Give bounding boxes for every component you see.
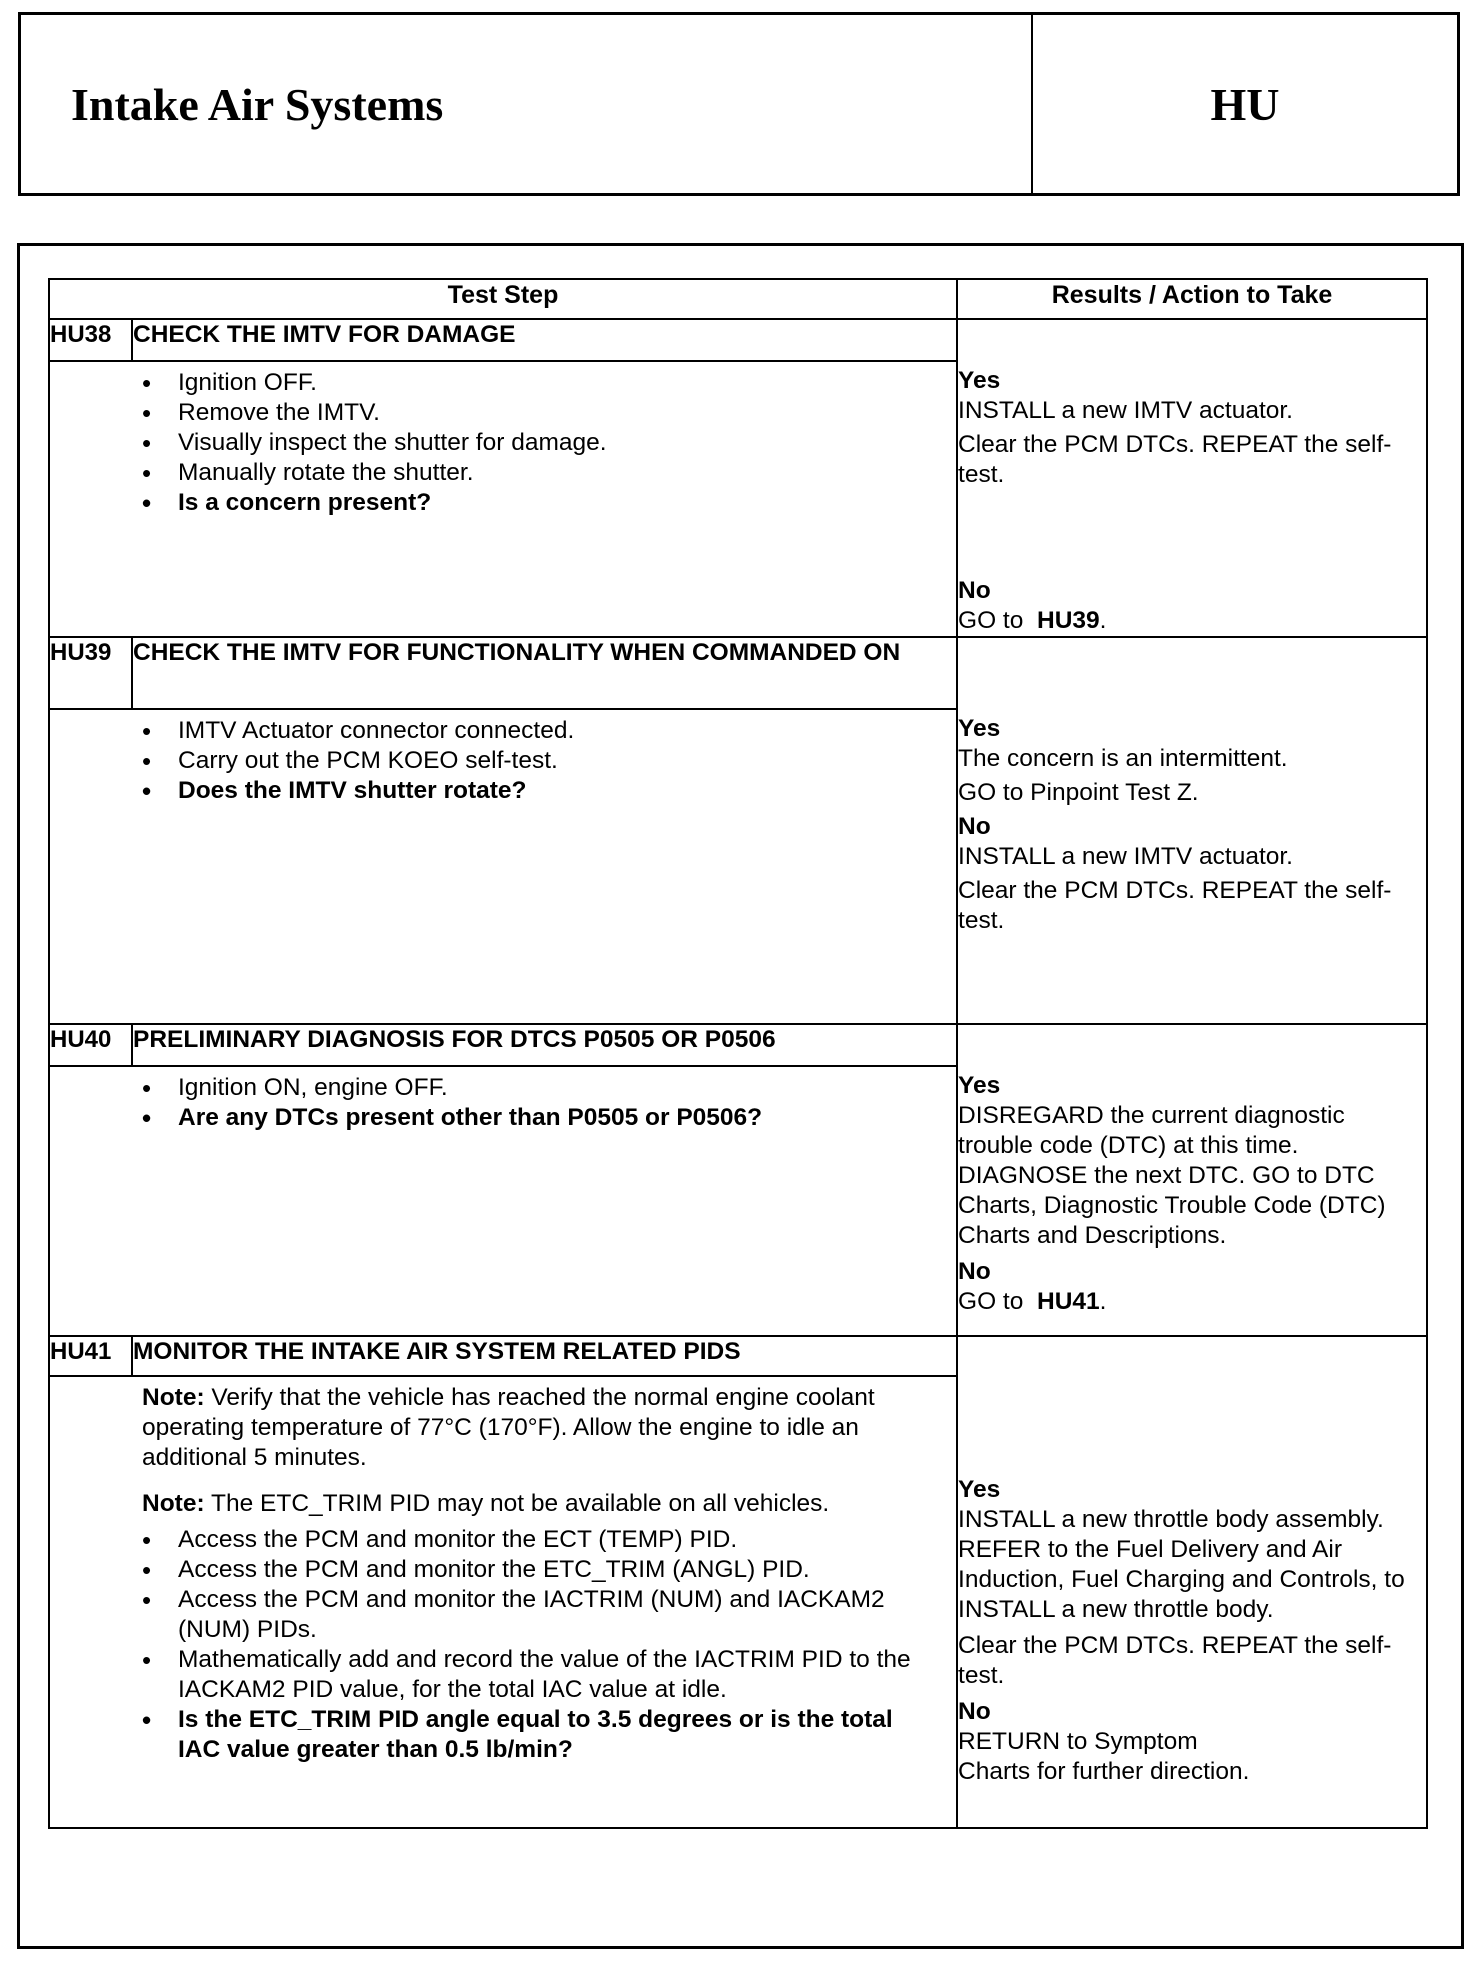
no-action: INSTALL a new IMTV actuator.: [958, 843, 1293, 870]
page-header: [18, 12, 1460, 196]
diagnostic-test-table: [48, 278, 1428, 1829]
step-title-row: [49, 1024, 1427, 1066]
step-number: HU41: [49, 1336, 132, 1376]
no-label: No: [958, 577, 991, 604]
instruction-item: • Access the PCM and monitor the ECT (TEMP) PID.: [142, 1525, 916, 1555]
note-label: Note:: [142, 1384, 205, 1411]
instruction-item: • Ignition OFF.: [142, 368, 956, 398]
no-action: GO to HU41.: [958, 1288, 1107, 1315]
step-question: • Is a concern present?: [142, 488, 956, 518]
note-text: Verify that the vehicle has reached the normal engine coolant operating temperature of 77°C (170°F). Allow the engine to idle an additional 5 minutes.: [142, 1384, 875, 1471]
instruction-item: • Access the PCM and monitor the ETC_TRIM (ANGL) PID.: [142, 1555, 916, 1585]
step-question: • Is the ETC_TRIM PID angle equal to 3.5 degrees or is the total IAC value greater than 0.5 lb/min?: [142, 1705, 916, 1765]
yes-action: GO to Pinpoint Test Z.: [958, 779, 1199, 806]
no-action: Clear the PCM DTCs. REPEAT the self-test.: [958, 877, 1392, 934]
step-title-row: [49, 319, 1427, 361]
step-title: MONITOR THE INTAKE AIR SYSTEM RELATED PIDS: [132, 1336, 957, 1376]
step-results: [957, 637, 1427, 1024]
table-header-row: [49, 279, 1427, 319]
yes-label: Yes: [958, 1476, 1001, 1503]
yes-action: Clear the PCM DTCs. REPEAT the self-test.: [958, 431, 1392, 488]
step-title: CHECK THE IMTV FOR DAMAGE: [132, 319, 957, 361]
instruction-item: • IMTV Actuator connector connected.: [142, 716, 956, 746]
column-header-results: Results / Action to Take: [957, 279, 1427, 319]
step-instructions: [49, 709, 957, 1024]
yes-label: Yes: [958, 1072, 1001, 1099]
yes-action: INSTALL a new IMTV actuator.: [958, 397, 1293, 424]
no-label: No: [958, 1258, 991, 1285]
no-action: GO to HU39.: [958, 607, 1107, 634]
step-results: [957, 319, 1427, 637]
step-number: HU39: [49, 637, 132, 709]
step-instructions: [49, 1066, 957, 1336]
column-header-test-step: Test Step: [49, 279, 957, 319]
instruction-item: • Carry out the PCM KOEO self-test.: [142, 746, 956, 776]
note-text: The ETC_TRIM PID may not be available on all vehicles.: [210, 1490, 830, 1517]
no-label: No: [958, 813, 991, 840]
no-action: RETURN to Symptom Charts for further direction.: [958, 1728, 1250, 1785]
goto-step-link[interactable]: HU39: [1037, 607, 1100, 634]
step-question: • Does the IMTV shutter rotate?: [142, 776, 956, 806]
yes-label: Yes: [958, 715, 1001, 742]
note-label: Note:: [142, 1490, 205, 1517]
yes-action: Clear the PCM DTCs. REPEAT the self-test.: [958, 1632, 1392, 1689]
step-note: [50, 1377, 956, 1479]
step-note: [50, 1479, 956, 1525]
step-title: PRELIMINARY DIAGNOSIS FOR DTCS P0505 OR P0506: [132, 1024, 957, 1066]
no-label: No: [958, 1698, 991, 1725]
instruction-item: • Ignition ON, engine OFF.: [142, 1073, 956, 1103]
step-number: HU40: [49, 1024, 132, 1066]
instruction-item: • Manually rotate the shutter.: [142, 458, 956, 488]
yes-action: DISREGARD the current diagnostic trouble code (DTC) at this time. DIAGNOSE the next DTC. GO to DTC Charts, Diagnostic Trouble Code (DTC) Charts and Descriptions.: [958, 1102, 1386, 1249]
step-results: [957, 1024, 1427, 1336]
goto-step-link[interactable]: HU41: [1037, 1288, 1100, 1315]
step-results: [957, 1336, 1427, 1828]
yes-action: INSTALL a new throttle body assembly. REFER to the Fuel Delivery and Air Induction, Fuel Charging and Controls, to INSTALL a new throttle body.: [958, 1506, 1405, 1623]
step-instructions: [49, 361, 957, 637]
section-code: HU: [1210, 78, 1280, 130]
step-title-row: [49, 1336, 1427, 1376]
step-number: HU38: [49, 319, 132, 361]
instruction-item: • Access the PCM and monitor the IACTRIM (NUM) and IACKAM2 (NUM) PIDs.: [142, 1585, 916, 1645]
instruction-item: • Mathematically add and record the value of the IACTRIM PID to the IACKAM2 PID value, for the total IAC value at idle.: [142, 1645, 916, 1705]
instruction-item: • Visually inspect the shutter for damage.: [142, 428, 956, 458]
step-title: CHECK THE IMTV FOR FUNCTIONALITY WHEN COMMANDED ON: [132, 637, 957, 709]
section-title: Intake Air Systems: [21, 15, 1033, 193]
yes-action: The concern is an intermittent.: [958, 745, 1288, 772]
step-question: • Are any DTCs present other than P0505 or P0506?: [142, 1103, 956, 1133]
instruction-item: • Remove the IMTV.: [142, 398, 956, 428]
yes-label: Yes: [958, 367, 1001, 394]
step-title-row: [49, 637, 1427, 709]
step-instructions: [49, 1376, 957, 1828]
